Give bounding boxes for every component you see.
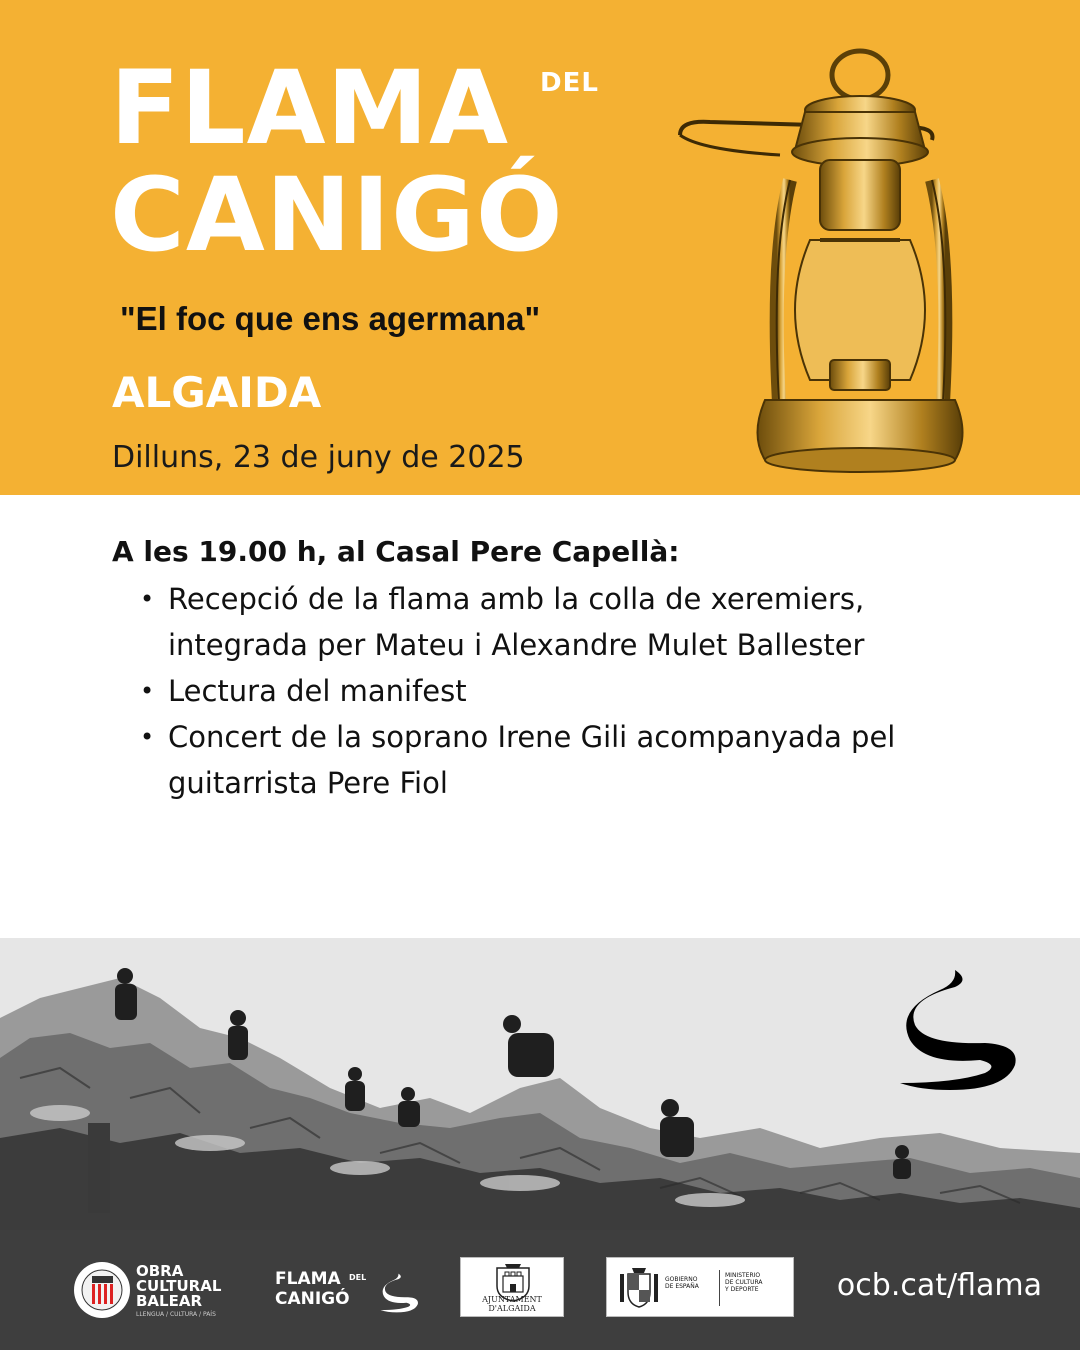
- ajuntament-algaida-logo[interactable]: [460, 1257, 564, 1317]
- bullet-icon: •: [140, 585, 155, 613]
- gobierno-espana-logo[interactable]: [606, 1257, 794, 1317]
- ministerio-text: [725, 1272, 763, 1293]
- footer-bar: [0, 1230, 1080, 1350]
- ocb-subtitle: LLENGUA / CULTURA / PAÍS: [136, 1311, 216, 1318]
- program-heading: A les 19.00 h, al Casal Pere Capellà:: [112, 535, 680, 568]
- header-banner: [0, 0, 1080, 495]
- ocb-line3: BALEAR: [136, 1292, 203, 1310]
- lantern-image: [670, 40, 970, 480]
- tagline: "El foc que ens agermana": [120, 300, 541, 337]
- hikers-photo: [0, 938, 1080, 1230]
- flama-logo-line1: FLAMA: [275, 1269, 341, 1289]
- event-date: Dilluns, 23 de juny de 2025: [112, 440, 525, 475]
- flame-s-icon: [895, 965, 1025, 1095]
- title-del: DEL: [540, 68, 599, 98]
- list-item-line: Lectura del manifest: [168, 674, 467, 708]
- gobierno-text: [665, 1276, 699, 1290]
- program-section: [112, 530, 1012, 806]
- town-name: ALGAIDA: [112, 368, 322, 417]
- gov-divider: [719, 1270, 720, 1306]
- bullet-icon: •: [140, 677, 155, 705]
- bullet-icon: •: [140, 723, 155, 751]
- list-item: [112, 668, 1012, 714]
- ocb-name: [136, 1264, 221, 1309]
- min-line3: Y DEPORTE: [725, 1286, 759, 1293]
- list-item-line: integrada per Mateu i Alexandre Mulet Ballester: [168, 628, 865, 662]
- ocb-line1: OBRA: [136, 1262, 184, 1280]
- flame-s-icon: [379, 1272, 421, 1314]
- list-item: [112, 714, 1012, 806]
- algaida-label: AJUNTAMENT D'ALGAIDA: [482, 1295, 542, 1313]
- website-link[interactable]: ocb.cat/flama: [836, 1268, 1042, 1303]
- gov-line1: GOBIERNO: [665, 1276, 698, 1283]
- ocb-line2: CULTURAL: [136, 1277, 222, 1295]
- ocb-logo[interactable]: [72, 1260, 242, 1320]
- flama-logo-del: DEL: [349, 1273, 367, 1282]
- title-canigo: CANIGÓ: [110, 156, 564, 275]
- gov-line2: DE ESPAÑA: [665, 1283, 699, 1290]
- list-item-line: Recepció de la flama amb la colla de xeremiers,: [168, 582, 865, 616]
- list-item: [112, 576, 1012, 668]
- flama-logo-line2: CANIGÓ: [275, 1289, 350, 1309]
- list-item-line: guitarrista Pere Fiol: [168, 766, 448, 800]
- program-list: [112, 576, 1012, 806]
- list-item-line: Concert de la soprano Irene Gili acompanyada pel: [168, 720, 896, 754]
- min-line1: MINISTERIO: [725, 1272, 761, 1279]
- spain-coat-of-arms-icon: [617, 1266, 661, 1310]
- min-line2: DE CULTURA: [725, 1279, 763, 1286]
- flama-canigo-logo[interactable]: [275, 1270, 425, 1320]
- ocb-seal-icon: [72, 1260, 132, 1320]
- title-flama: FLAMA: [110, 49, 510, 168]
